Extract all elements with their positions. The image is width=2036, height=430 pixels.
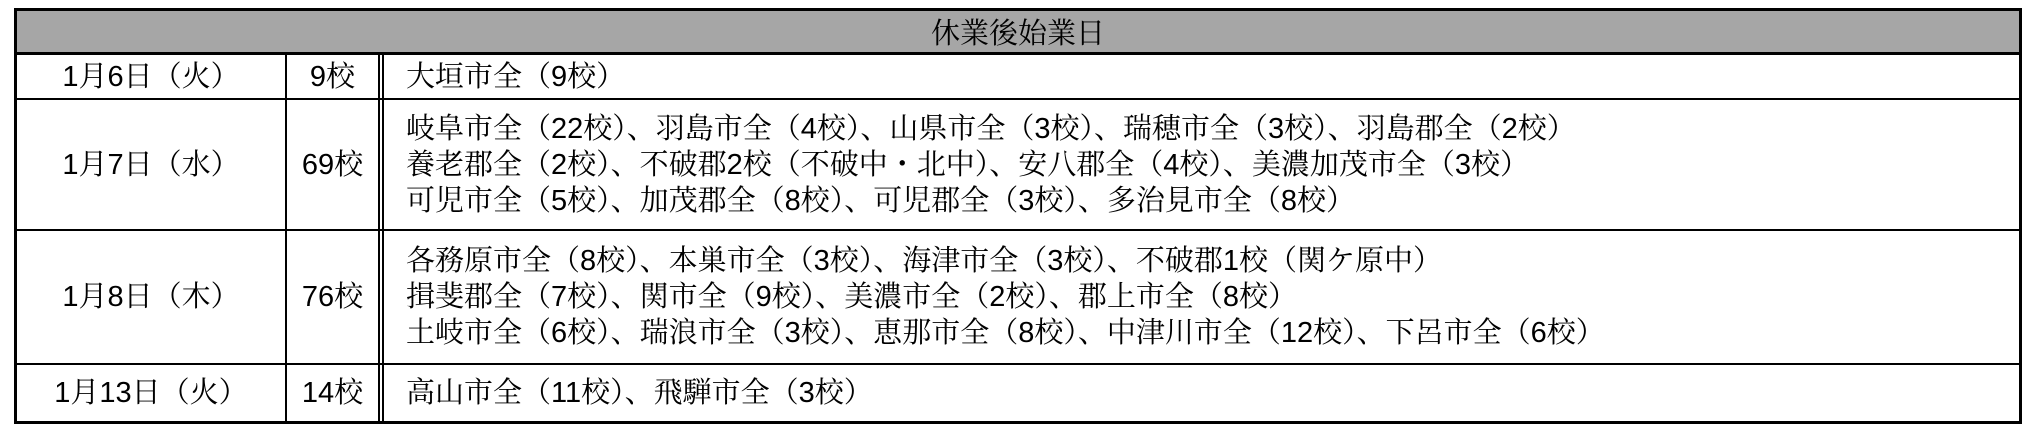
schools-line: 揖斐郡全（7校）、関市全（9校）、美濃市全（2校）、郡上市全（8校）	[406, 281, 1298, 313]
table-title-row	[17, 11, 2019, 55]
schools-line: 各務原市全（8校）、本巣市全（3校）、海津市全（3校）、不破郡1校（関ケ原中）	[406, 245, 1443, 277]
schedule-table	[14, 8, 2022, 424]
schools-cell	[384, 231, 2019, 363]
count-cell: 69校	[287, 100, 384, 229]
schools-line: 養老郡全（2校）、不破郡2校（不破中・北中）、安八郡全（4校）、美濃加茂市全（3校）	[406, 148, 1530, 181]
schools-cell	[384, 365, 2019, 421]
date-cell: 1月13日（火）	[17, 365, 287, 421]
table-title: 休業後始業日	[930, 18, 1105, 50]
schools-line: 岐阜市全（22校）、羽島市全（4校）、山県市全（3校）、瑞穂市全（3校）、羽島郡全（2校）	[406, 112, 1576, 145]
schools-cell	[384, 100, 2019, 229]
schools-line: 高山市全（11校）、飛騨市全（3校）	[406, 377, 873, 409]
count-cell: 14校	[287, 365, 384, 421]
schools-line: 土岐市全（6校）、瑞浪市全（3校）、恵那市全（8校）、中津川市全（12校）、下呂市全（6校）	[406, 317, 1605, 349]
count-cell: 9校	[287, 55, 384, 98]
count-cell: 76校	[287, 231, 384, 363]
table-row	[17, 365, 2019, 421]
table-row	[17, 55, 2019, 100]
table-row	[17, 100, 2019, 231]
date-cell: 1月7日（水）	[17, 100, 287, 229]
schools-line: 可児市全（5校）、加茂郡全（8校）、可児郡全（3校）、多治見市全（8校）	[406, 184, 1356, 217]
date-cell: 1月6日（火）	[17, 55, 287, 98]
schools-line: 大垣市全（9校）	[406, 60, 626, 93]
table-row	[17, 231, 2019, 365]
date-cell: 1月8日（木）	[17, 231, 287, 363]
schools-cell	[384, 55, 2019, 98]
